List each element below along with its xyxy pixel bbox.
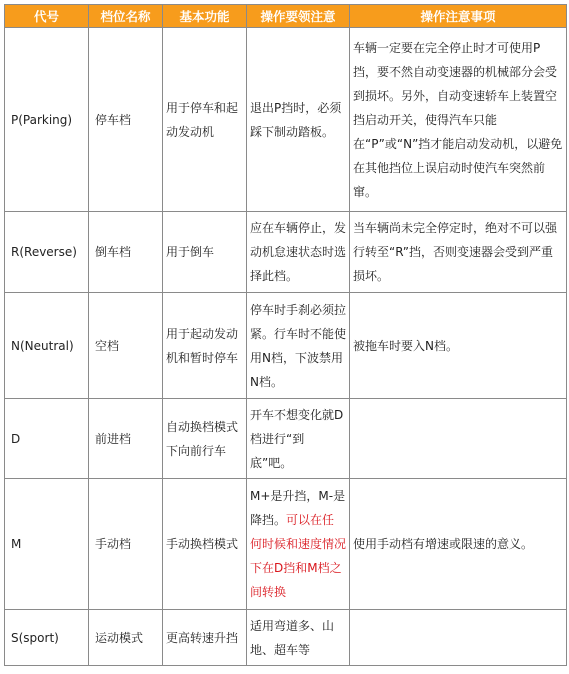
header-essentials: 操作要领注意 (247, 5, 350, 28)
cell-code: P(Parking) (5, 28, 89, 212)
cell-function: 用于停车和起动发动机 (163, 28, 247, 212)
header-code: 代号 (5, 5, 89, 28)
cell-code: R(Reverse) (5, 212, 89, 293)
table-row (5, 479, 567, 610)
cell-code: S(sport) (5, 610, 89, 666)
cell-essentials (247, 610, 350, 666)
table-row (5, 399, 567, 479)
cell-name: 前进档 (89, 399, 163, 479)
cell-essentials (247, 28, 350, 212)
table-row (5, 28, 567, 212)
cell-function: 自动换档模式下向前行车 (163, 399, 247, 479)
essentials-text: M+是升挡，M-是降挡。 (250, 489, 346, 527)
header-name: 档位名称 (89, 5, 163, 28)
header-notes: 操作注意事项 (350, 5, 567, 28)
essentials-text: 退出P挡时，必须踩下制动踏板。 (250, 100, 342, 139)
essentials-text: 适用弯道多、山地、超车等 (250, 618, 335, 657)
header-row (5, 5, 567, 28)
essentials-text: 停车时手刹必须拉紧。行车时不能使用N档，下波禁用N档。 (250, 302, 347, 389)
cell-notes: 被拖车时要入N档。 (350, 293, 567, 399)
cell-function: 手动换档模式 (163, 479, 247, 610)
cell-essentials (247, 293, 350, 399)
cell-code: D (5, 399, 89, 479)
cell-essentials (247, 479, 350, 610)
table-row (5, 293, 567, 399)
essentials-text: 开车不想变化就D档进行“到底”吧。 (250, 407, 344, 470)
cell-notes (350, 399, 567, 479)
essentials-text: 应在车辆停止，发动机怠速状态时选择此档。 (250, 221, 347, 283)
cell-essentials (247, 399, 350, 479)
cell-code: N(Neutral) (5, 293, 89, 399)
essentials-highlight: 可以在任何时候和速度情况下在D挡和M档之间转换 (250, 513, 347, 599)
cell-essentials (247, 212, 350, 293)
cell-notes: 车辆一定要在完全停止时才可使用P挡，要不然自动变速器的机械部分会受到损坏。另外，自动变速轿车上装置空挡启动开关，使得汽车只能在“P”或“N”挡才能启动发动机，以避免在其他挡位上误启动时使汽车突然前窜。 (350, 28, 567, 212)
header-function: 基本功能 (163, 5, 247, 28)
table-row (5, 610, 567, 666)
cell-notes: 当车辆尚未完全停定时，绝对不可以强行转至“R”挡，否则变速器会受到严重损坏。 (350, 212, 567, 293)
cell-name: 手动档 (89, 479, 163, 610)
cell-notes (350, 610, 567, 666)
cell-function: 用于起动发动机和暂时停车 (163, 293, 247, 399)
cell-name: 停车档 (89, 28, 163, 212)
cell-notes: 使用手动档有增速或限速的意义。 (350, 479, 567, 610)
cell-name: 倒车档 (89, 212, 163, 293)
cell-function: 更高转速升挡 (163, 610, 247, 666)
cell-function: 用于倒车 (163, 212, 247, 293)
cell-name: 空档 (89, 293, 163, 399)
table-row (5, 212, 567, 293)
gear-table-wrapper (4, 4, 567, 666)
cell-name: 运动模式 (89, 610, 163, 666)
cell-code: M (5, 479, 89, 610)
gear-table (4, 4, 567, 666)
